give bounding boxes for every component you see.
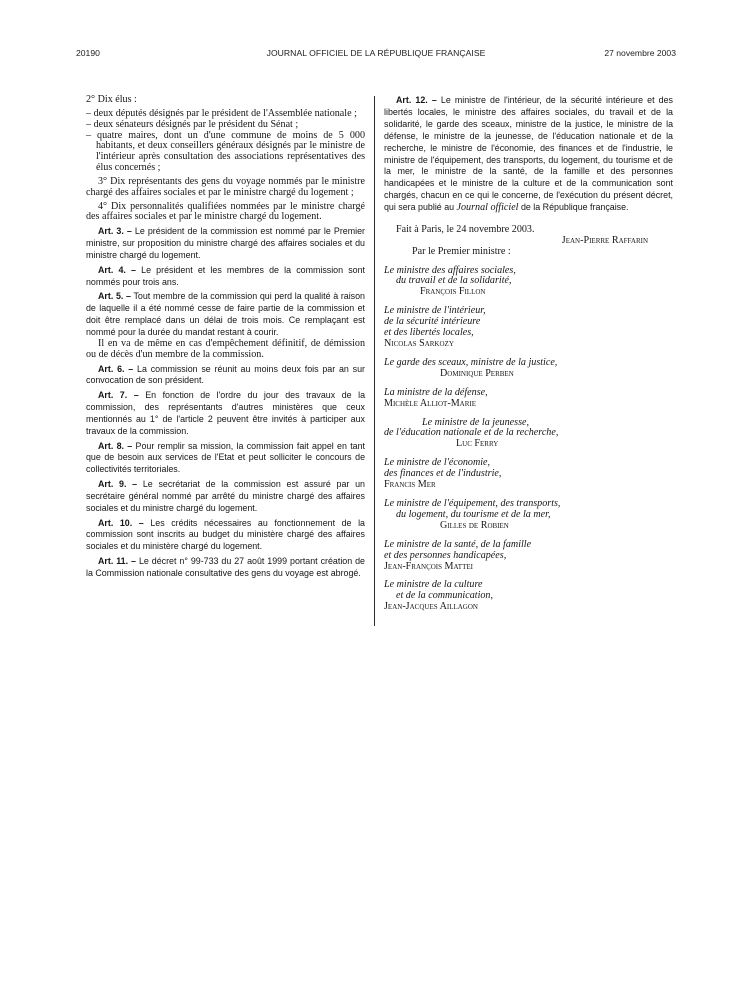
page-number: 20190	[76, 48, 100, 58]
signatory-title-line: Le ministre de la santé, de la famille	[384, 538, 532, 550]
page-header	[76, 48, 676, 62]
prime-minister-name: Jean-Pierre Raffarin	[561, 234, 648, 246]
article-3	[86, 226, 365, 262]
article-6	[86, 364, 365, 388]
article-6-number: Art. 6. –	[98, 363, 134, 374]
article-12-number: Art. 12. –	[396, 95, 437, 105]
article-5	[86, 291, 365, 339]
signatory-interior	[384, 306, 673, 350]
article-11	[86, 556, 365, 580]
signatory-health	[384, 540, 673, 573]
article-3-text: Le président de la commission est nommé par le Premier ministre, sur proposition du ministre chargé des affaires sociales et du ministre chargé du logement.	[86, 226, 365, 260]
article-12-text: Le ministre de l'intérieur, de la sécurité intérieure et des libertés locales, le ministre des affaires sociales, du travail et de la solidarité, le garde des sceaux, ministre de la justice, le ministre de la défense, le ministre de la jeunesse, de l'éducation nationale et de la recherche, le ministre de l'économie, des finances et de l'industrie, le ministre de l'équipement, des transports, du logement, du tourisme et de la mer, le ministre de la santé, de la famille et des personnes handicapées et le ministre de la culture et de la communication sont chargés, chacun en ce qui le concerne, de l'exécution du présent décret, qui sera publié au	[384, 95, 673, 213]
signatory-name: Nicolas Sarkozy	[384, 338, 454, 350]
article-10	[86, 518, 365, 554]
done-at: Fait à Paris, le 24 novembre 2003.	[396, 223, 535, 235]
signatory-social-affairs	[384, 266, 673, 299]
signatory-name: Francis Mer	[384, 479, 436, 491]
signatory-title-line: Le ministre de l'intérieur,	[384, 305, 486, 317]
article-5-paragraph-2: Il en va de même en cas d'empêchement définitif, de démission ou de décès d'un membre de la commission.	[86, 337, 365, 360]
signatory-title-line: Le ministre de la culture	[384, 579, 483, 591]
signatory-name: Luc Ferry	[456, 438, 499, 450]
article-8-text: Pour remplir sa mission, la commission fait appel en tant que de besoin aux services de l'Etat et peut solliciter le concours de collectivités territoriales.	[86, 440, 365, 475]
right-column	[384, 95, 673, 613]
item-2-list	[86, 109, 365, 174]
signatory-title-line: et des personnes handicapées,	[384, 549, 507, 561]
signatory-title-line: de la sécurité intérieure	[384, 316, 481, 328]
signatory-title-line: Le ministre de la jeunesse,	[422, 416, 529, 428]
article-4-number: Art. 4. –	[98, 264, 136, 275]
signatory-title-line: du logement, du tourisme et de la mer,	[396, 508, 551, 520]
item-2-title: 2° Dix élus :	[86, 94, 137, 105]
signatory-education	[384, 418, 673, 451]
signatory-title-line: Le ministre de l'équipement, des transports,	[384, 497, 561, 509]
item-2-dash-2: – deux sénateurs désignés par le président du Sénat ;	[86, 118, 299, 130]
article-4-text: Le président et les membres de la commission sont nommés pour trois ans.	[86, 264, 365, 287]
signatory-name: Dominique Perben	[440, 367, 514, 379]
article-11-text: Le décret n° 99-733 du 27 août 1999 portant création de la Commission nationale consultative des gens du voyage est abrogé.	[86, 556, 365, 578]
article-12	[384, 95, 673, 214]
signatory-defense	[384, 388, 673, 410]
left-column	[86, 95, 365, 583]
article-12-journal-name: Journal officiel	[456, 202, 519, 214]
signatory-name: François Fillon	[420, 286, 486, 298]
article-12-text-end: de la République française.	[518, 202, 629, 213]
signatory-title-line: et des libertés locales,	[384, 327, 474, 339]
signatory-name: Gilles de Robien	[440, 519, 509, 531]
prime-minister-intro: Par le Premier ministre :	[412, 245, 511, 257]
article-7	[86, 390, 365, 438]
article-8	[86, 441, 365, 477]
article-5-text: Tout membre de la commission qui perd la qualité à raison de laquelle il a été nommé cesse de faire partie de la commission et doit être remplacé dans un délai de trois mois. Ce remplaçant est nommé pour la durée du mandat restant à courir.	[86, 291, 365, 337]
article-3-number: Art. 3. –	[98, 226, 132, 237]
column-divider	[374, 96, 375, 626]
journal-title: JOURNAL OFFICIEL DE LA RÉPUBLIQUE FRANÇAISE	[266, 48, 486, 58]
article-9-text: Le secrétariat de la commission est assuré par un secrétaire général nommé par arrêté du ministre chargé des affaires sociales et du ministre chargé du logement.	[86, 479, 365, 513]
signatory-name: Jean-Jacques Aillagon	[384, 601, 478, 613]
article-11-number: Art. 11. –	[98, 556, 136, 567]
signatory-title-line: La ministre de la défense,	[384, 386, 488, 398]
signatory-name: Michèle Alliot-Marie	[384, 397, 476, 409]
signatory-title-line: et de la communication,	[396, 590, 493, 602]
signatory-name: Jean-François Mattei	[384, 560, 473, 572]
article-9-number: Art. 9. –	[98, 479, 138, 490]
article-10-text: Les crédits nécessaires au fonctionnement de la commission sont inscrits au budget du ministère chargé des affaires sociales et du ministère chargé du logement.	[86, 517, 365, 552]
article-10-number: Art. 10. –	[98, 517, 144, 528]
article-6-text: La commission se réunit au moins deux fois par an sur convocation de son président.	[86, 363, 365, 386]
signatory-title-line: Le garde des sceaux, ministre de la justice,	[384, 356, 558, 368]
article-4	[86, 265, 365, 289]
signatory-title-line: de l'éducation nationale et de la recherche,	[384, 427, 559, 439]
signatory-economy	[384, 458, 673, 491]
item-3: 3° Dix représentants des gens du voyage nommés par le ministre chargé des affaires sociales et par le ministre chargé du logement ;	[86, 175, 365, 198]
article-9	[86, 479, 365, 515]
article-7-text: En fonction de l'ordre du jour des travaux de la commission, des représentants d'autres ministères que ceux mentionnés au 1° de l'article 2 peuvent être invités à participer aux travaux de la commission.	[86, 390, 366, 436]
item-2-dash-3: – quatre maires, dont un d'une commune de moins de 5 000 habitants, et deux conseillers généraux désignés par le ministre de l'intérieur après consultation des associations représentatives des élus concernés ;	[86, 129, 365, 174]
item-2-dash-1: – deux députés désignés par le président de l'Assemblée nationale ;	[86, 107, 357, 119]
signatory-title-line: des finances et de l'industrie,	[384, 468, 502, 480]
signatory-justice	[384, 358, 673, 380]
signatory-title-line: du travail et de la solidarité,	[396, 275, 512, 287]
signatory-equipment	[384, 499, 673, 532]
signatory-culture	[384, 580, 673, 613]
article-8-number: Art. 8. –	[98, 440, 133, 451]
publication-date: 27 novembre 2003	[604, 48, 676, 58]
article-5-number: Art. 5. –	[98, 291, 131, 302]
article-7-number: Art. 7. –	[98, 390, 139, 401]
signatory-title-line: Le ministre des affaires sociales,	[384, 264, 516, 276]
signatory-title-line: Le ministre de l'économie,	[384, 457, 491, 469]
item-4: 4° Dix personnalités qualifiées nommées par le ministre chargé des affaires sociales et par le ministre chargé du logement.	[86, 200, 365, 223]
